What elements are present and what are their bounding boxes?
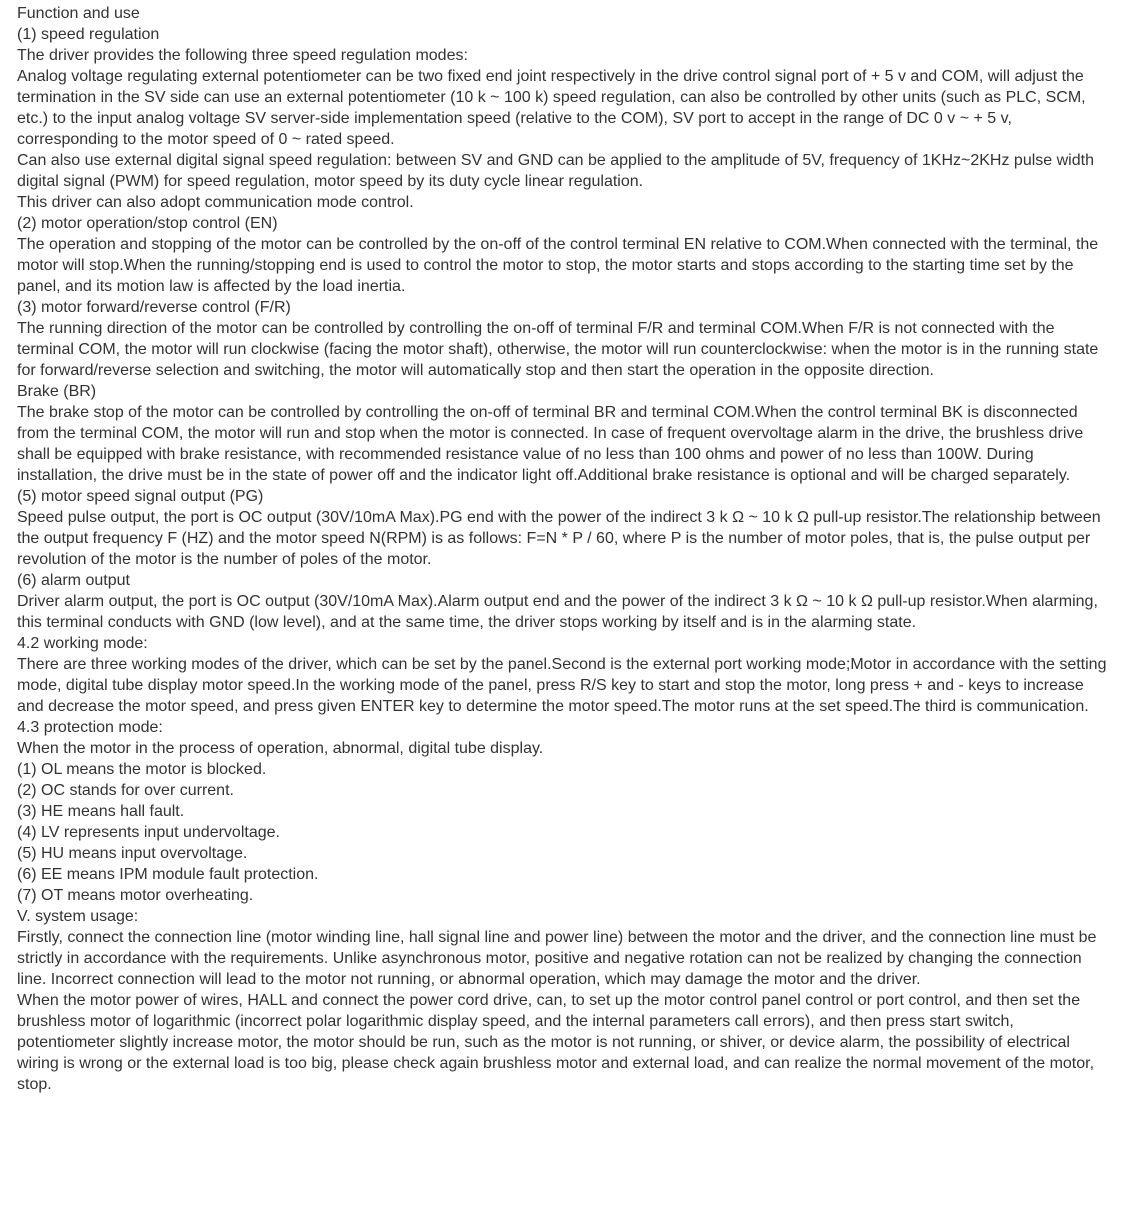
heading-run-stop-control: (2) motor operation/stop control (EN) [17, 215, 278, 232]
paragraph-speed-signal-output: Speed pulse output, the port is OC output (30V/10mA Max).PG end with the power of the indirect 3 k Ω ~ 10 k Ω pull-up resistor.The relationship between the output frequency F (HZ) and the motor speed N(RPM) is as follows: F=N * P / 60, where P is the number of motor poles, that is, the pulse output per revolution of the motor is the number of poles of the motor. [17, 509, 1101, 568]
section-title-function-and-use: Function and use [17, 5, 140, 22]
paragraph-alarm-output: Driver alarm output, the port is OC output (30V/10mA Max).Alarm output end and the power of the indirect 3 k Ω ~ 10 k Ω pull-up resistor.When alarming, this terminal conducts with GND (low level), and at the same time, the driver stops working by itself and is in the alarming state. [17, 593, 1098, 631]
paragraph-run-stop-control: The operation and stopping of the motor can be controlled by the on-off of the control terminal EN relative to COM.When connected with the terminal, the motor will stop.When the running/stopping end is used to control the motor to stop, the motor starts and stops according to the starting time set by the panel, and its motion law is affected by the load inertia. [17, 236, 1099, 295]
heading-forward-reverse: (3) motor forward/reverse control (F/R) [17, 299, 291, 316]
document-body [17, 3, 1110, 1095]
list-item-lv: (4) LV represents input undervoltage. [17, 824, 280, 841]
paragraph-speed-modes-intro: The driver provides the following three speed regulation modes: [17, 47, 468, 64]
list-item-ol: (1) OL means the motor is blocked. [17, 761, 267, 778]
heading-speed-signal-output: (5) motor speed signal output (PG) [17, 488, 264, 505]
paragraph-power-on-procedure: When the motor power of wires, HALL and connect the power cord drive, can, to set up the motor control panel control or port control, and then set the brushless motor of logarithmic (incorrect polar logarithmic display speed, and the internal parameters call errors), and then press start switch, potentiometer slightly increase motor, the motor should be run, such as the motor is not running, or shiver, or device alarm, the possibility of electrical wiring is wrong or the external load is too big, please check again brushless motor and external load, and can realize the normal movement of the motor, stop. [17, 992, 1095, 1093]
heading-protection-mode: 4.3 protection mode: [17, 719, 163, 736]
paragraph-brake: The brake stop of the motor can be controlled by controlling the on-off of terminal BR and terminal COM.When the control terminal BK is disconnected from the terminal COM, the motor will run and stop when the motor is connected. In case of frequent overvoltage alarm in the drive, the brushless drive shall be equipped with brake resistance, with recommended resistance value of no less than 100 ohms and power of no less than 100W. During installation, the drive must be in the state of power off and the indicator light off.Additional brake resistance is optional and will be charged separately. [17, 404, 1084, 484]
heading-brake: Brake (BR) [17, 383, 97, 400]
paragraph-protection-intro: When the motor in the process of operation, abnormal, digital tube display. [17, 740, 544, 757]
list-item-oc: (2) OC stands for over current. [17, 782, 234, 799]
paragraph-communication-mode: This driver can also adopt communication mode control. [17, 194, 414, 211]
paragraph-analog-voltage: Analog voltage regulating external potentiometer can be two fixed end joint respectively in the drive control signal port of + 5 v and COM, will adjust the termination in the SV side can use an external potentiometer (10 k ~ 100 k) speed regulation, can also be controlled by other units (such as PLC, SCM, etc.) to the input analog voltage SV server-side implementation speed (relative to the COM), SV port to accept in the range of DC 0 v ~ + 5 v, corresponding to the motor speed of 0 ~ rated speed. [17, 68, 1086, 148]
list-item-ee: (6) EE means IPM module fault protection. [17, 866, 319, 883]
paragraph-connection-line: Firstly, connect the connection line (motor winding line, hall signal line and power line) between the motor and the driver, and the connection line must be strictly in accordance with the requirements. Unlike asynchronous motor, positive and negative rotation can not be realized by changing the connection line. Incorrect connection will lead to the motor not running, or abnormal operation, which may damage the motor and the driver. [17, 929, 1097, 988]
list-item-ot: (7) OT means motor overheating. [17, 887, 254, 904]
list-item-he: (3) HE means hall fault. [17, 803, 185, 820]
heading-system-usage: V. system usage: [17, 908, 139, 925]
paragraph-working-mode: There are three working modes of the driver, which can be set by the panel.Second is the external port working mode;Motor in accordance with the setting mode, digital tube display motor speed.In the working mode of the panel, press R/S key to start and stop the motor, long press + and - keys to increase and decrease the motor speed, and press given ENTER key to determine the motor speed.The motor runs at the set speed.The third is communication. [17, 656, 1107, 715]
list-item-hu: (5) HU means input overvoltage. [17, 845, 248, 862]
paragraph-forward-reverse: The running direction of the motor can be controlled by controlling the on-off of terminal F/R and terminal COM.When F/R is not connected with the terminal COM, the motor will run clockwise (facing the motor shaft), otherwise, the motor will run counterclockwise: when the motor is in the running state for forward/reverse selection and switching, the motor will automatically stop and then start the operation in the opposite direction. [17, 320, 1099, 379]
heading-working-mode: 4.2 working mode: [17, 635, 148, 652]
heading-speed-regulation: (1) speed regulation [17, 26, 160, 43]
heading-alarm-output: (6) alarm output [17, 572, 130, 589]
paragraph-digital-pwm: Can also use external digital signal speed regulation: between SV and GND can be applied to the amplitude of 5V, frequency of 1KHz~2KHz pulse width digital signal (PWM) for speed regulation, motor speed by its duty cycle linear regulation. [17, 152, 1094, 190]
